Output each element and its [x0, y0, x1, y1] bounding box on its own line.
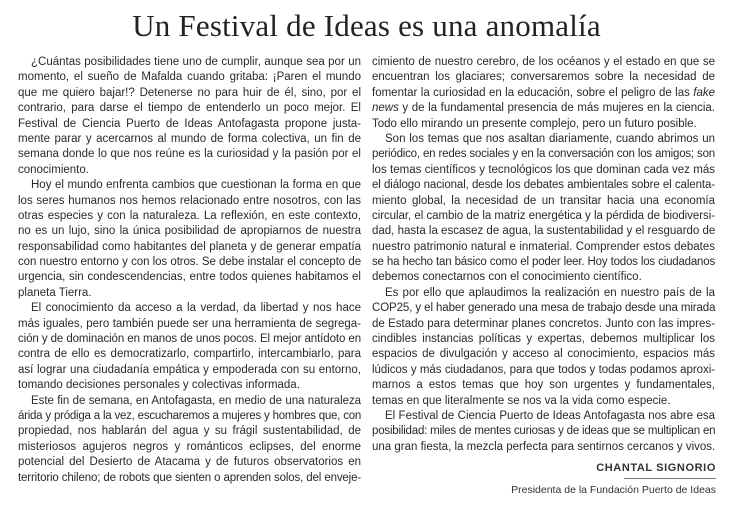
paragraph	[372, 132, 715, 286]
text-line	[372, 101, 715, 116]
text-line: contra de ello es democratizarlo, compartirlo, intercambiarlo, para	[18, 348, 361, 361]
text-line: potencial del Desierto de Atacama y de futuros observatorios en	[18, 456, 361, 469]
paragraph	[372, 55, 715, 132]
text-line: cimiento de nuestro cerebro, de los océanos y el estado en que se	[372, 56, 715, 68]
text-line: responsabilidad como habitantes del planeta y de generar empatía	[18, 240, 361, 253]
text-line: semana donde lo que nos reúne es la curiosidad y la pasión por el	[18, 148, 361, 161]
text-line: posibilidad: miles de mentes curiosas y de ideas que se multiplican en	[372, 425, 716, 438]
text-line: ¿Cuántas posibilidades tiene uno de cumplir, aunque sea por un	[31, 56, 361, 68]
text-line: nuestro patrimonio natural e inmaterial. Comprender estos debates	[372, 240, 715, 253]
text-line: de Estado para determinar planes concretos. Junto con las impres-	[372, 317, 715, 330]
text-line: tomando decisiones personales y colectivas informada.	[18, 379, 300, 392]
text-line: El Festival de Ciencia Puerto de Ideas Antofagasta nos abre esa	[385, 409, 715, 422]
text-line: debemos conectarnos con el conocimiento científico.	[372, 271, 642, 284]
text-line: Este fin de semana, en Antofagasta, en medio de una naturaleza	[31, 394, 361, 407]
article-column-right	[372, 55, 715, 455]
text-line: árida y pródiga a la vez, escucharemos a mujeres y hombres que, con	[18, 409, 361, 422]
text-line: contrario, para darse el tiempo de entenderlo un poco mejor. El	[18, 102, 361, 115]
italic-term: news	[372, 102, 399, 115]
text-line: mente parar y acercarnos al mundo de forma colectiva, un fin de	[18, 132, 361, 145]
text-line: temas en que literalmente se nos va la vida como especie.	[372, 394, 671, 407]
text-line: cindibles instancias políticas y expertas, debemos multiplicar los	[372, 333, 715, 346]
text-line: COP25, y el haber generado una mesa de trabajo desde una mirada	[372, 302, 716, 315]
text-line: El conocimiento da acceso a la verdad, da libertad y nos hace	[31, 302, 361, 315]
author-name: CHANTAL SIGNORIO	[596, 462, 716, 474]
italic-term: fake	[693, 86, 715, 99]
text-line: circular, el cambio de la matriz energética y la pérdida de biodiversi-	[372, 209, 715, 222]
text-segment: fomentar la curiosidad en la educación, sobre el peligro de las	[372, 86, 694, 99]
text-line: espacios de divulgación y acceso al conocimiento, espacios más	[372, 348, 715, 361]
text-line: no es un lujo, sino la única posibilidad de apropiarnos de nuestra	[18, 225, 361, 238]
text-line: una gran fiesta, la mezcla perfecta para sentirnos cercanos y vivos.	[372, 440, 716, 453]
text-line: periódico, en redes sociales y en la conversación con los amigos; son	[372, 148, 715, 161]
text-line: urgencia, sin condescendencias, entre todos quienes habitamos el	[18, 271, 361, 284]
paragraph	[18, 301, 361, 393]
text-line: así lograr una ciudadanía empática y empoderada con su entorno,	[18, 363, 361, 376]
text-line: con nuestro entorno y con los otros. Se debe instalar el concepto de	[18, 256, 361, 269]
text-line: los temas científicos y tecnológicos los que dominan cada vez más	[372, 163, 715, 176]
text-line: que me quiero bajar!? Detenerse no para huir de él, sino, por el	[18, 86, 361, 99]
text-line: otras especies y con la naturaleza. La reflexión, en este contexto,	[18, 209, 361, 222]
text-line: territorio chileno; de robots que sienten o aprenden solos, del enveje-	[18, 471, 361, 484]
text-line: Es por ello que aplaudimos la realización en nuestro país de la	[385, 286, 715, 299]
text-line: planeta Tierra.	[18, 286, 92, 299]
text-segment: y de la fundamental presencia de más mujeres en la ciencia.	[398, 102, 715, 115]
text-line: más iguales, pero también puede ser una herramienta de segrega-	[18, 317, 361, 330]
author-role: Presidenta de la Fundación Puerto de Ideas	[511, 484, 716, 496]
signature-divider	[624, 478, 716, 479]
text-line: encuentran los glaciares; conversaremos sobre la necesidad de	[372, 71, 715, 84]
text-line: momento, el sueño de Mafalda cuando gritaba: ¡Paren el mundo	[18, 71, 361, 84]
text-line: el diálogo nacional, desde los debates ambientales sobre el calenta-	[372, 179, 715, 192]
article-title: Un Festival de Ideas es una anomalía	[132, 8, 601, 43]
text-line: Hoy el mundo enfrenta cambios que cuestionan la forma en que	[31, 179, 361, 192]
text-line: propiedad, nos hablarán del agua y su frágil sustentabilidad, de	[18, 425, 361, 438]
text-line: miento global, la necesidad de un transitar hacia una economía	[372, 194, 715, 207]
text-line: Todo ello mirando un presente complejo, pero un futuro posible.	[372, 117, 697, 130]
article-column-left	[18, 55, 361, 486]
text-line: conocimiento.	[18, 163, 89, 176]
paragraph	[372, 286, 715, 409]
paragraph	[18, 178, 361, 301]
text-line: lúdicos y más ciudadanos, para que todos y todas podamos aproxi-	[372, 363, 715, 376]
text-line: Son los temas que nos asaltan diariamente, cuando abrimos un	[385, 132, 715, 145]
text-line: marnos a estos temas que hoy son urgentes y fundamentales,	[372, 379, 715, 392]
text-line: Festival de Ciencia Puerto de Ideas Antofagasta propone justa-	[18, 117, 361, 130]
text-line: ción y de dominación en manos de unos pocos. El mejor antídoto en	[18, 333, 361, 346]
text-line: se ha hecho tan básico como el poder leer. Hoy todos los ciudadanos	[372, 256, 715, 269]
text-line: los seres humanos nos hemos relacionado entre nosotros, con las	[18, 194, 361, 207]
text-line: misteriosos agujeros negros y románticos eclipses, del enorme	[18, 440, 361, 453]
paragraph	[372, 409, 715, 455]
text-line: dad, hasta la escasez de agua, la sustentabilidad y el resguardo de	[372, 225, 716, 238]
text-line	[372, 86, 715, 101]
paragraph	[18, 394, 361, 486]
paragraph	[18, 55, 361, 178]
